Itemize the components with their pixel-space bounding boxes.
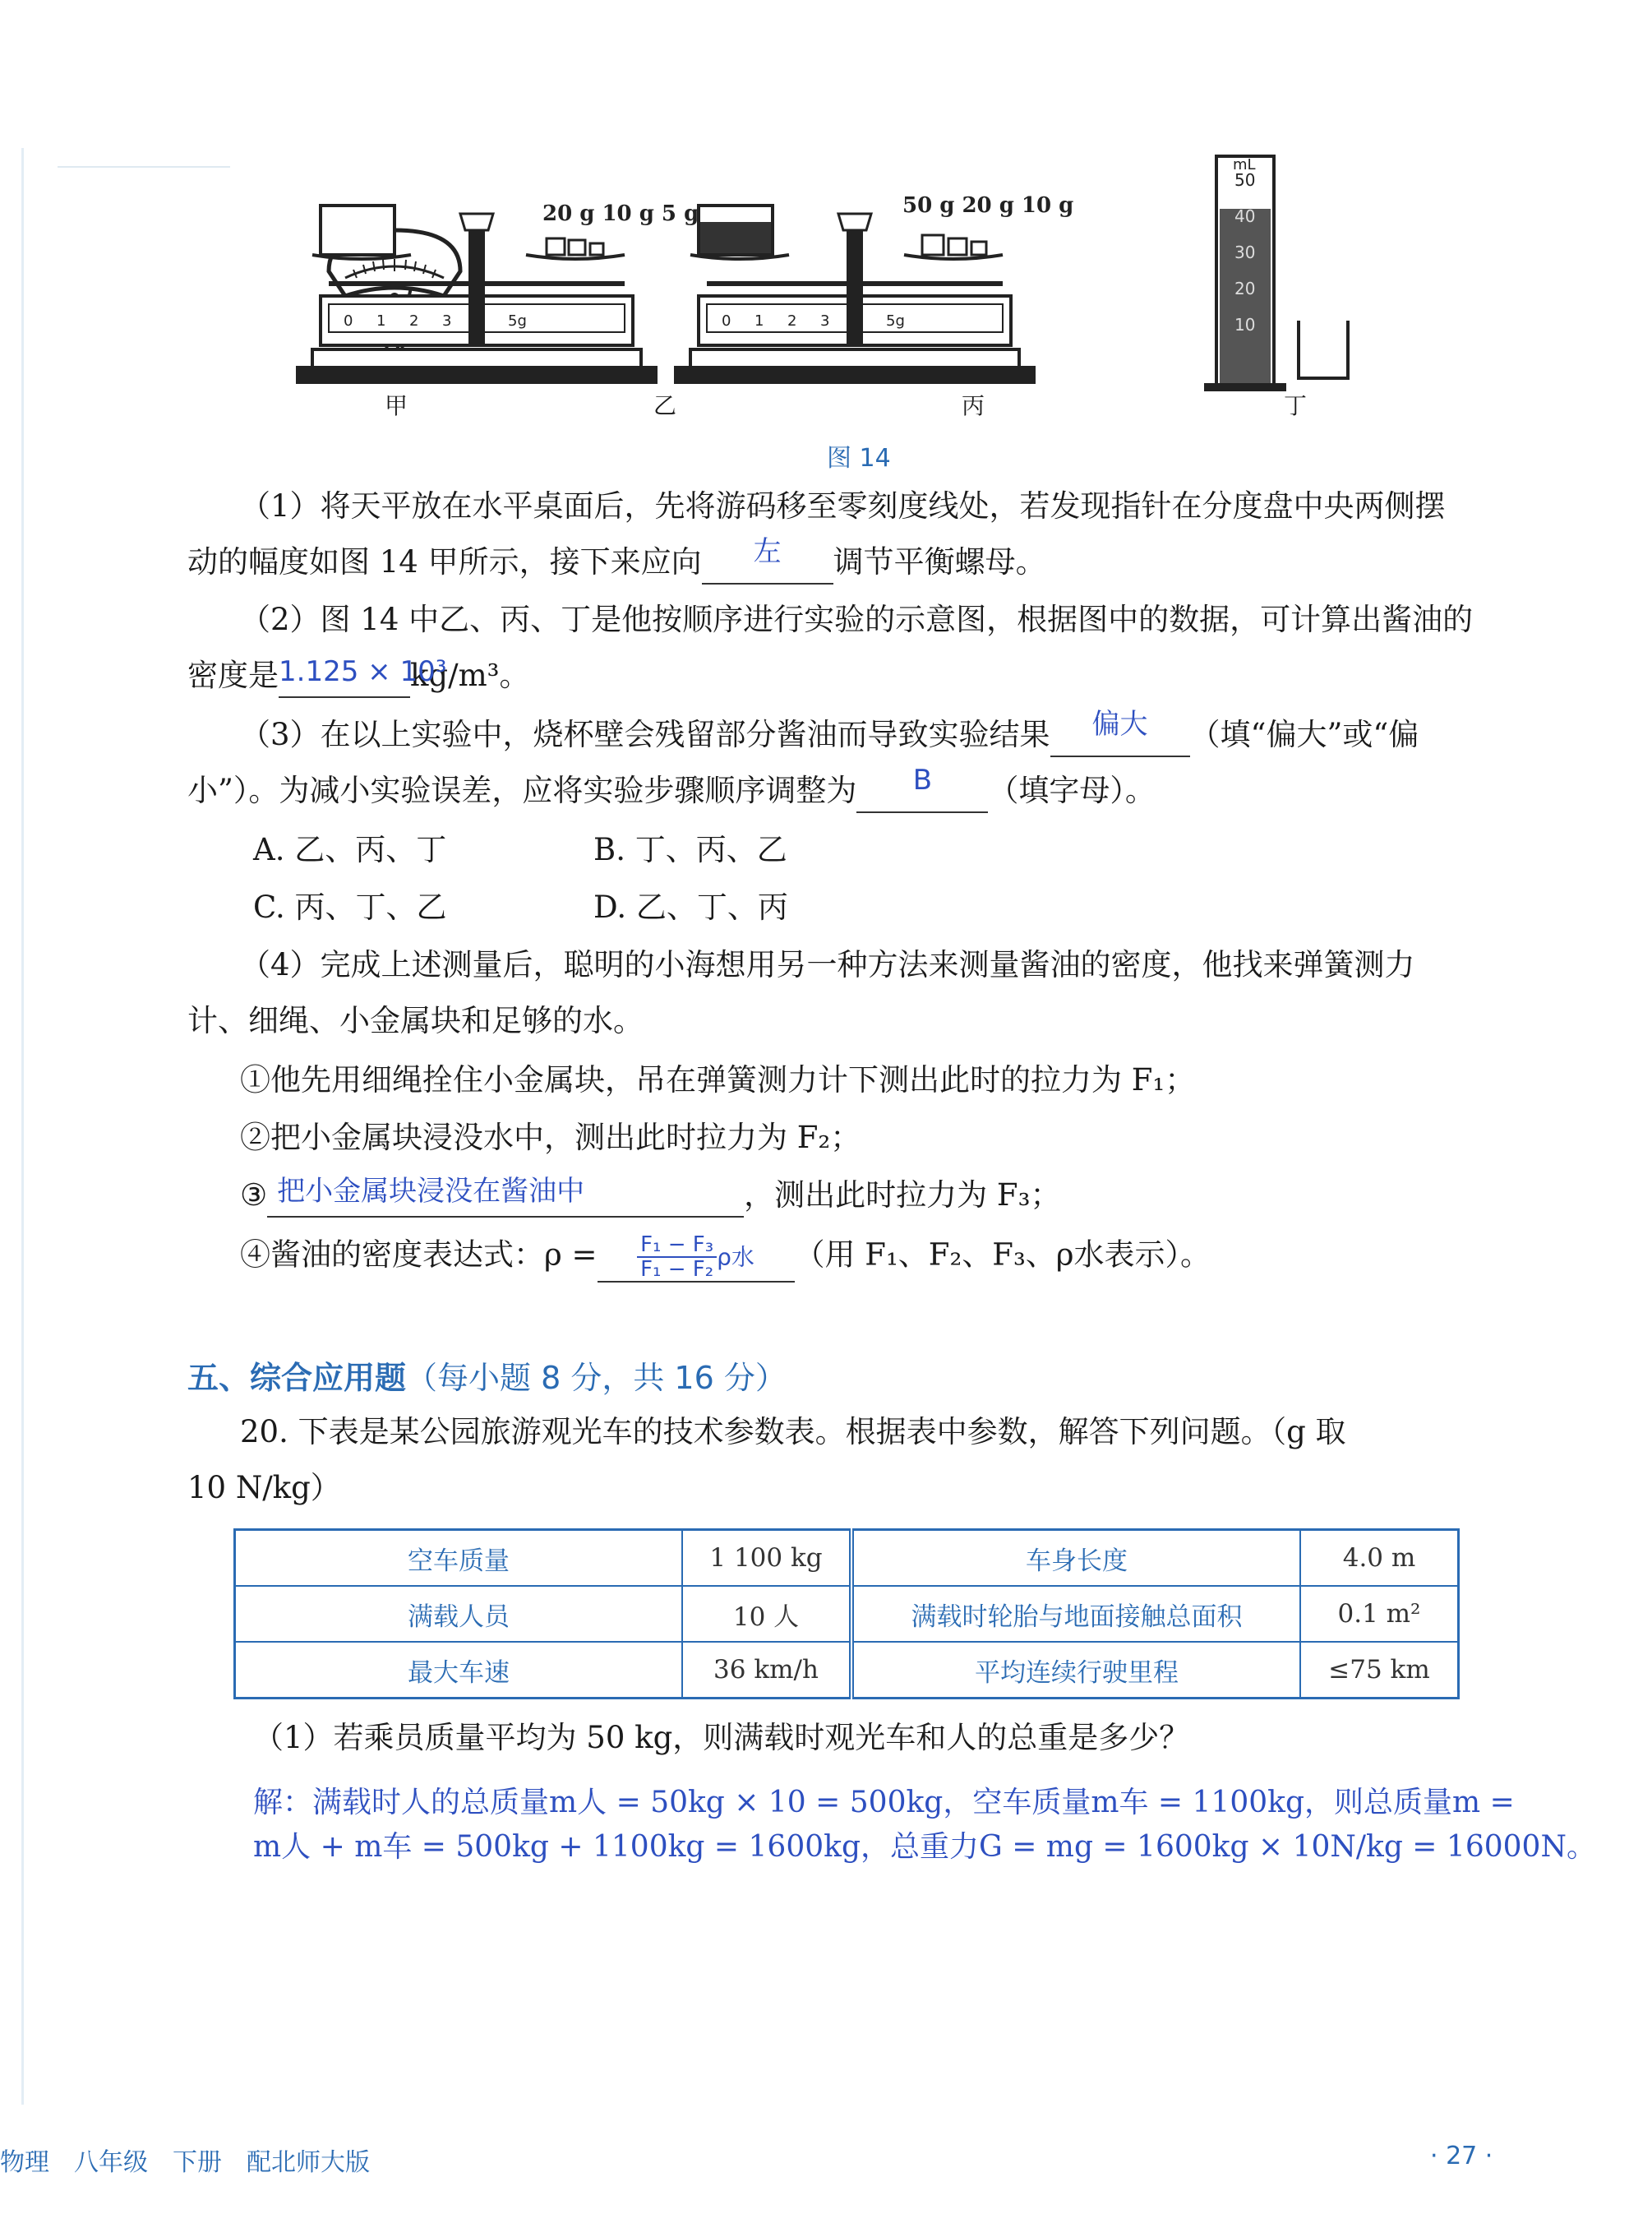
figure-label-ding: 丁 bbox=[1284, 392, 1308, 419]
graduated-cylinder bbox=[1204, 156, 1286, 391]
q4-step3 bbox=[240, 1176, 1060, 1218]
scale-tick: 1 bbox=[754, 312, 764, 330]
q1-text: 动的幅度如图 14 甲所示，接下来应向 bbox=[187, 544, 702, 580]
q3-line2 bbox=[187, 764, 1156, 813]
q3-blank2 bbox=[856, 764, 988, 813]
table-row bbox=[235, 1642, 1459, 1699]
q4-step4 bbox=[240, 1233, 1211, 1283]
table-row bbox=[235, 1586, 1459, 1642]
section-5-heading bbox=[187, 1352, 787, 1398]
q1-answer: 左 bbox=[753, 535, 782, 568]
q3-text: （3）在以上实验中，烧杯壁会残留部分酱油而导致实验结果 bbox=[240, 717, 1050, 752]
q2-answer: 1.125 × 10³ bbox=[279, 655, 447, 688]
weights-bing: 50 g 20 g 10 g bbox=[902, 193, 1074, 218]
q3-text4: （填字母）。 bbox=[988, 773, 1156, 808]
q2-unit: kg/m³。 bbox=[410, 658, 530, 693]
scale-tick: 2 bbox=[787, 312, 797, 330]
scale-tick: 5g bbox=[886, 312, 905, 330]
figure-label-jia: 甲 bbox=[385, 392, 408, 419]
q4-step4-prefix: ④酱油的密度表达式：ρ = bbox=[240, 1236, 598, 1273]
table-value: 4.0 m bbox=[1300, 1530, 1459, 1587]
q3-option-c: C. 丙、丁、乙 bbox=[253, 890, 447, 925]
table-key: 空车质量 bbox=[235, 1530, 683, 1587]
header-rule bbox=[58, 166, 230, 168]
cylinder-tick: 40 bbox=[1234, 206, 1256, 226]
table-key: 车身长度 bbox=[851, 1530, 1300, 1587]
section-5-title: 五、综合应用题 bbox=[187, 1360, 407, 1396]
page-number: · 27 · bbox=[1430, 2142, 1493, 2170]
cylinder-tick: 50 bbox=[1234, 170, 1256, 190]
q1-blank bbox=[702, 535, 833, 585]
q4-blank4 bbox=[598, 1233, 795, 1283]
q1-tail: 调节平衡螺母。 bbox=[833, 544, 1046, 580]
formula-rho: ρ水 bbox=[717, 1243, 754, 1271]
q4-step3-prefix: ③ bbox=[240, 1177, 268, 1213]
q2-blank bbox=[279, 655, 447, 698]
scale-tick: 3 bbox=[820, 312, 830, 330]
q1-line1: （1）将天平放在水平桌面后，先将游码移至零刻度线处，若发现指针在分度盘中央两侧摆 bbox=[240, 488, 1446, 524]
footer-book-info: 物理 八年级 下册 配北师大版 bbox=[0, 2148, 370, 2177]
q1-line2 bbox=[187, 535, 1046, 585]
table-row bbox=[235, 1530, 1459, 1587]
weights-yi: 20 g 10 g 5 g bbox=[542, 201, 699, 226]
balance-bing bbox=[674, 193, 1073, 384]
empty-beaker bbox=[1299, 321, 1348, 378]
q4-step4-suffix: （用 F₁、F₂、F₃、ρ水表示）。 bbox=[794, 1236, 1211, 1273]
cylinder-tick: 10 bbox=[1234, 315, 1256, 335]
fraction-numerator: F₁ − F₃ bbox=[637, 1233, 717, 1258]
table-value: 36 km/h bbox=[682, 1642, 851, 1699]
figure-14-drawing bbox=[279, 140, 1447, 419]
q3-option-b: B. 丁、丙、乙 bbox=[593, 832, 787, 867]
table-key: 满载时轮胎与地面接触总面积 bbox=[851, 1586, 1300, 1642]
cylinder-tick: 20 bbox=[1234, 279, 1256, 298]
q3-blank1 bbox=[1050, 708, 1190, 757]
parameter-table bbox=[233, 1528, 1460, 1699]
q4-line2: 计、细绳、小金属块和足够的水。 bbox=[187, 1003, 644, 1038]
figure-caption: 图 14 bbox=[827, 444, 891, 473]
cylinder-tick: 30 bbox=[1234, 243, 1256, 262]
q20-line1: 20. 下表是某公园旅游观光车的技术参数表。根据表中参数，解答下列问题。（g 取 bbox=[240, 1414, 1346, 1449]
scale-tick: 0 bbox=[722, 312, 731, 330]
q20-1-question: （1）若乘员质量平均为 50 kg，则满载时观光车和人的总重是多少？ bbox=[253, 1720, 1190, 1755]
figure-label-yi: 乙 bbox=[653, 392, 677, 419]
table-value: 1 100 kg bbox=[682, 1530, 851, 1587]
solution-line2: m人 + m车 = 500kg + 1100kg = 1600kg，总重力G = mg = 1600kg × 10N/kg = 16000N。 bbox=[253, 1830, 1596, 1864]
scale-tick: 5g bbox=[508, 312, 527, 330]
scale-tick: 1 bbox=[376, 312, 386, 330]
table-value: 10 人 bbox=[682, 1586, 851, 1642]
figure-label-bing: 丙 bbox=[962, 392, 985, 419]
scale-tick: 0 bbox=[344, 312, 353, 330]
table-value: ≤75 km bbox=[1300, 1642, 1459, 1699]
q4-line1: （4）完成上述测量后，聪明的小海想用另一种方法来测量酱油的密度，他找来弹簧测力 bbox=[240, 947, 1415, 982]
q20-line2: 10 N/kg） bbox=[187, 1470, 341, 1505]
q4-blank3 bbox=[267, 1176, 744, 1218]
scale-tick: 3 bbox=[442, 312, 452, 330]
table-key: 满载人员 bbox=[235, 1586, 683, 1642]
q4-step1: ①他先用细绳拴住小金属块，吊在弹簧测力计下测出此时的拉力为 F₁； bbox=[240, 1062, 1196, 1098]
fraction-denominator: F₁ − F₂ bbox=[640, 1257, 714, 1282]
table-key: 最大车速 bbox=[235, 1642, 683, 1699]
q3-answer1: 偏大 bbox=[1091, 708, 1148, 741]
q3-answer2: B bbox=[912, 764, 933, 797]
table-key: 平均连续行驶里程 bbox=[851, 1642, 1300, 1699]
q2-line1: （2）图 14 中乙、丙、丁是他按顺序进行实验的示意图，根据图中的数据，可计算出酱油的 bbox=[240, 602, 1474, 637]
solution-line1: 解：满载时人的总质量m人 = 50kg × 10 = 500kg，空车质量m车 = 1100kg，则总质量m = bbox=[253, 1786, 1515, 1819]
q3-text2: （填“偏大”或“偏 bbox=[1189, 717, 1419, 752]
section-5-subtitle: （每小题 8 分，共 16 分） bbox=[406, 1360, 787, 1396]
q2-line2 bbox=[187, 656, 530, 698]
q3-option-a: A. 乙、丙、丁 bbox=[253, 832, 447, 867]
cylinder-unit: mL bbox=[1233, 156, 1256, 173]
q3-line1 bbox=[240, 708, 1419, 757]
q2-text: 密度是 bbox=[187, 658, 279, 693]
q4-step3-suffix: ，测出此时拉力为 F₃； bbox=[744, 1177, 1061, 1213]
figure-14 bbox=[279, 140, 1447, 419]
q3-option-d: D. 乙、丁、丙 bbox=[593, 890, 788, 925]
table-value: 0.1 m² bbox=[1300, 1586, 1459, 1642]
q4-step3-answer: 把小金属块浸没在酱油中 bbox=[277, 1175, 585, 1208]
page-edge-shadow bbox=[21, 148, 24, 2105]
q3-text3: 小”）。为减小实验误差，应将实验步骤顺序调整为 bbox=[187, 773, 857, 808]
q4-step2: ②把小金属块浸没水中，测出此时拉力为 F₂； bbox=[240, 1120, 861, 1155]
density-fraction bbox=[637, 1233, 717, 1281]
scale-tick: 2 bbox=[409, 312, 419, 330]
